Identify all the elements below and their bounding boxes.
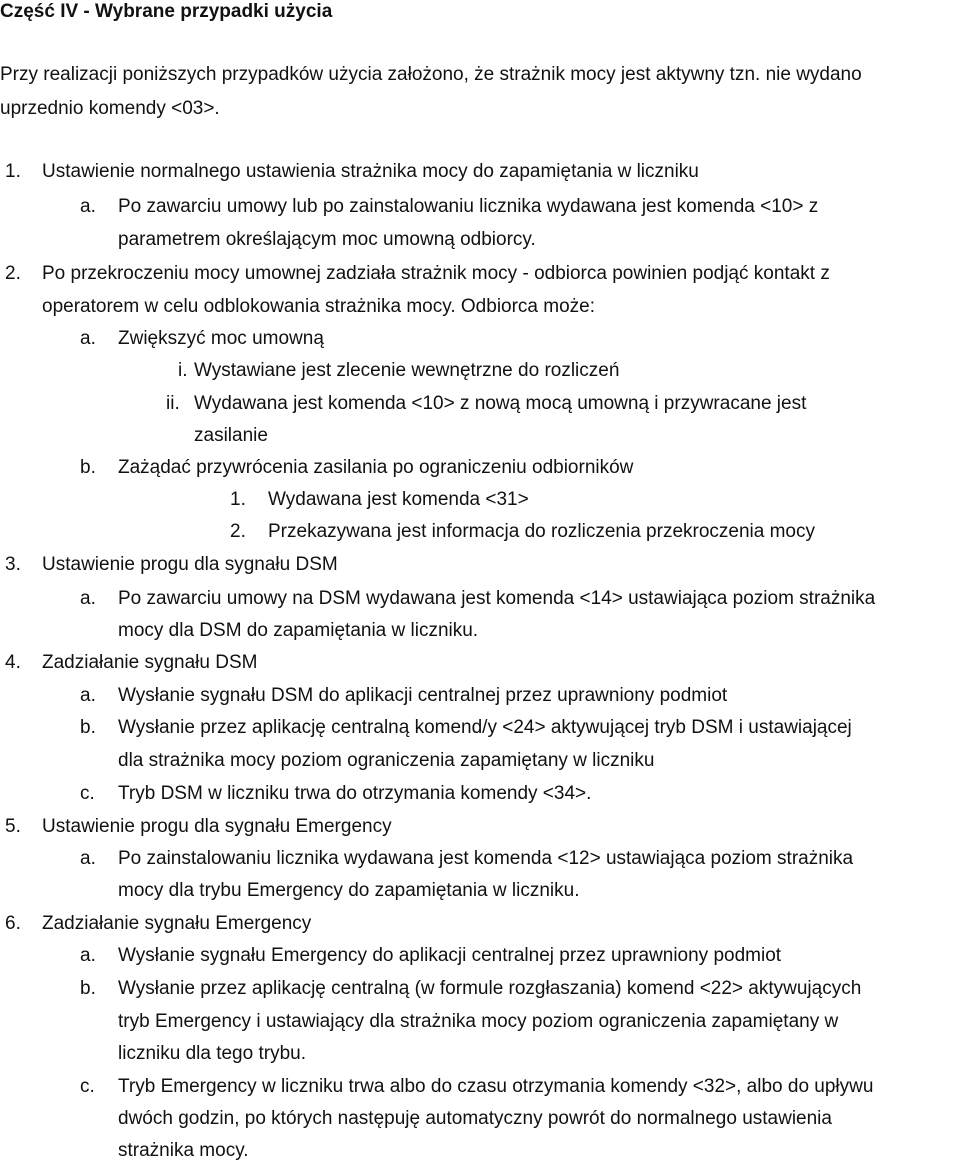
subitem-text: Po zawarciu umowy na DSM wydawana jest komenda <14> ustawiająca poziom strażnika [118,588,876,609]
subsubitem-number: 1. [230,489,246,510]
subitem-letter: a. [80,328,96,349]
subitem-letter: a. [80,588,96,609]
item-number: 4. [5,652,21,673]
subitem-letter: b. [80,978,96,999]
item-number: 2. [5,263,21,284]
subsubitem-roman: ii. [166,393,180,414]
subitem-letter: a. [80,848,96,869]
item-text: Ustawienie progu dla sygnału DSM [42,554,338,575]
item-text: Ustawienie normalnego ustawienia strażnika mocy do zapamiętania w liczniku [42,161,699,182]
subitem-letter: c. [80,1076,95,1097]
subsubitem-text: Wydawana jest komenda <10> z nową mocą umowną i przywracane jest [194,393,807,414]
subsubitem-number: 2. [230,521,246,542]
item-number: 1. [5,161,21,182]
subitem-text: Po zainstalowaniu licznika wydawana jest komenda <12> ustawiająca poziom strażnika [118,848,854,869]
subsubitem-text: Wystawiane jest zlecenie wewnętrzne do rozliczeń [194,360,620,381]
subsubitem-roman: i. [178,360,188,381]
subitem-letter: b. [80,457,96,478]
subitem-text: Po zawarciu umowy lub po zainstalowaniu licznika wydawana jest komenda <10> z [118,196,819,217]
subitem-text: Zażądać przywrócenia zasilania po ograniczeniu odbiorników [118,457,634,478]
subitem-text: Wysłanie przez aplikację centralną komend/y <24> aktywującej tryb DSM i ustawiającej [118,717,852,738]
item-number: 6. [5,913,21,934]
item-text: Ustawienie progu dla sygnału Emergency [42,816,392,837]
subitem-text: Tryb Emergency w liczniku trwa albo do czasu otrzymania komendy <32>, albo do upływu [118,1076,874,1097]
subitem-letter: a. [80,945,96,966]
subsubitem-text: Wydawana jest komenda <31> [268,489,529,510]
subitem-letter: b. [80,717,96,738]
subitem-text: Wysłanie sygnału DSM do aplikacji centralnej przez uprawniony podmiot [118,685,728,706]
subitem-letter: c. [80,783,95,804]
item-text: Po przekroczeniu mocy umownej zadziała strażnik mocy - odbiorca powinien podjąć kontakt z [42,263,830,284]
subitem-text: Zwiększyć moc umowną [118,328,324,349]
subitem-letter: a. [80,685,96,706]
item-text: Zadziałanie sygnału Emergency [42,913,312,934]
item-number: 5. [5,816,21,837]
subitem-text: Wysłanie sygnału Emergency do aplikacji centralnej przez uprawniony podmiot [118,945,782,966]
subitem-letter: a. [80,196,96,217]
subsubitem-text: Przekazywana jest informacja do rozliczenia przekroczenia mocy [268,521,816,542]
subitem-text: Tryb DSM w liczniku trwa do otrzymania komendy <34>. [118,783,592,804]
item-text: Zadziałanie sygnału DSM [42,652,258,673]
item-number: 3. [5,554,21,575]
subitem-text: Wysłanie przez aplikację centralną (w formule rozgłaszania) komend <22> aktywujących [118,978,862,999]
document-page: Część IV - Wybrane przypadki użycia Przy realizacji poniższych przypadków użycia założono, że strażnik mocy jest aktywny tzn. nie wydano uprzednio komendy <03>. 1. Ustawienie normalnego ustawienia strażnika mocy do zapamiętania w liczniku a. Po zawarciu umowy lub po zainstalowaniu licznika wydawana jest komenda <10> z parametrem określającym moc umowną odbiorcy. 2. Po przekroczeniu mocy umownej zadziała strażnik mocy - odbiorca powinien podjąć kontakt z operatorem w celu odblokowania strażnika mocy. Odbiorca może: a. Zwiększyć moc umowną i. Wystawiane jest zlecenie wewnętrzne do rozliczeń ii. Wydawana jest komenda <10> z nową mocą umowną i przywracane jest zasilanie b. Zażądać przywrócenia zasilania po ograniczeniu odbiorników 1. Wydawana jest komenda <31> 2. Przekazywana jest informacja do rozliczenia przekroczenia mocy 3. Ustawienie progu dla sygnału DSM a. Po zawarciu umowy na DSM wydawana jest komenda <14> ustawiająca poziom strażnika mocy dla DSM do zapamiętania w liczniku. 4. Zadziałanie sygnału DSM a. Wysłanie sygnału DSM do aplikacji centralnej przez uprawniony podmiot b. Wysłanie przez aplikację centralną komend/y <24> aktywującej tryb DSM i ustawiającej dla strażnika mocy poziom ograniczenia zapamiętany w liczniku c. Tryb DSM w liczniku trwa do otrzymania komendy <34>. 5. Ustawienie progu dla sygnału Emergency a. Po zainstalowaniu licznika wydawana jest komenda <12> ustawiająca poziom strażnika mocy dla trybu Emergency do zapamiętania w liczniku. 6. Zadziałanie sygnału Emergency a. Wysłanie sygnału Emergency do aplikacji centralnej przez uprawniony podmiot b. Wysłanie przez aplikację centralną (w formule rozgłaszania) komend <22> aktywujących tryb Emergency i ustawiający dla strażnika mocy poziom ograniczenia zapamiętany w liczniku dla tego trybu. c. Tryb Emergency w liczniku trwa albo do czasu otrzymania komendy <32>, albo do upływu dwóch godzin, po których następuję automatyczny powrót do normalnego ustawienia strażnika mocy. [0,1,876,1161]
